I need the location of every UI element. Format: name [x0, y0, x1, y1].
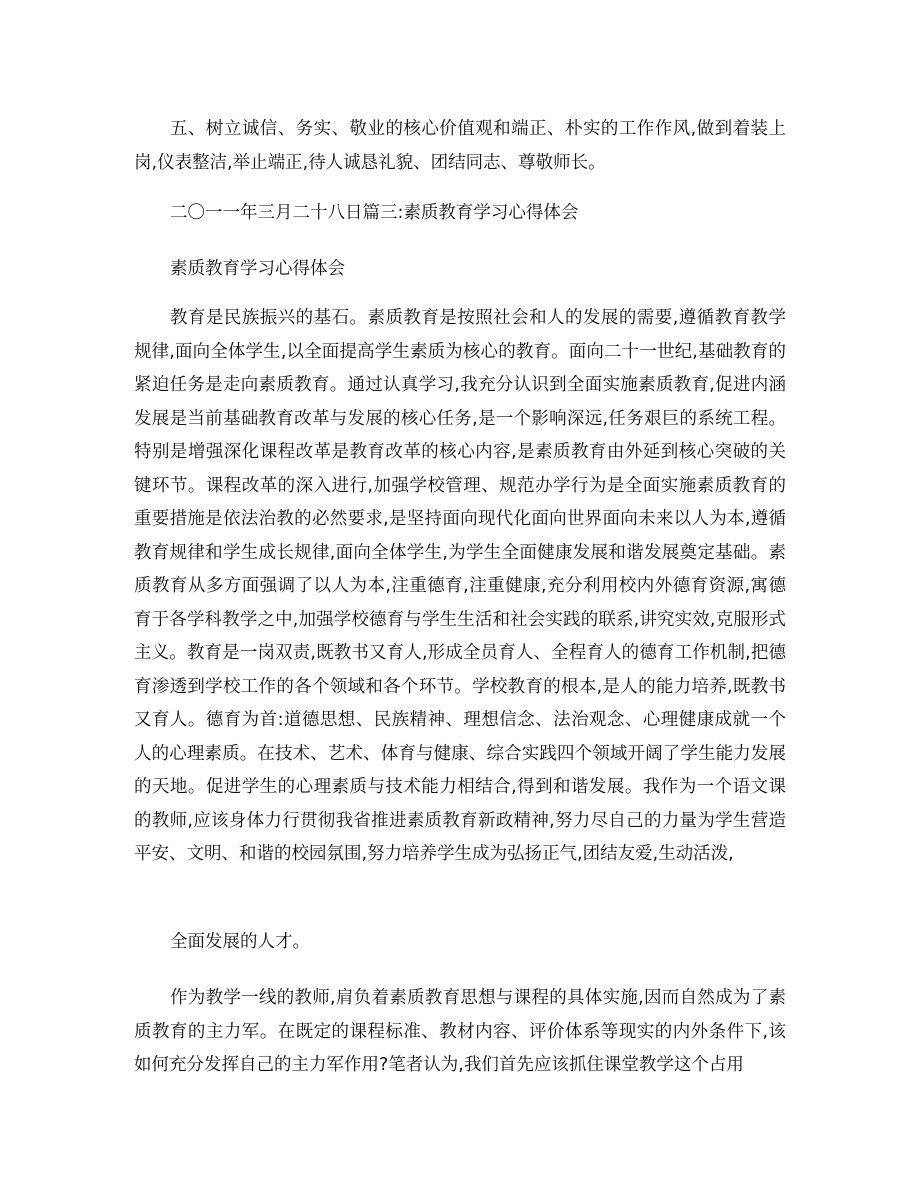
paragraph-principle-five: 五、树立诚信、务实、敬业的核心价值观和端正、朴实的工作作风,做到着装上岗,仪表整洁,举止端正,待人诚恳礼貌、团结同志、尊敬师长。: [134, 119, 786, 173]
section-title: 素质教育学习心得体会: [170, 259, 345, 279]
paragraph-body-main: 教育是民族振兴的基石。素质教育是按照社会和人的发展的需要,遵循教育教学规律,面向全体学生,以全面提高学生素质为核心的教育。面向二十一世纪,基础教育的紧迫任务是走向素质教育。通过认真学习,我充分认识到全面实施素质教育,促进内涵发展是当前基础教育改革与发展的核心任务,是一个影响深远,任务艰巨的系统工程。特别是增强深化课程改革是教育改革的核心内容,是素质教育由外延到核心突破的关键环节。课程改革的深入进行,加强学校管理、规范办学行为是全面实施素质教育的重要措施是依法治教的必然要求,是坚持面向现代化面向世界面向未来以人为本,遵循教育规律和学生成长规律,面向全体学生,为学生全面健康发展和谐发展奠定基础。素质教育从多方面强调了以人为本,注重德育,注重健康,充分利用校内外德育资源,寓德育于各学科教学之中,加强学校德育与学生生活和社会实践的联系,讲究实效,克服形式主义。教育是一岗双责,既教书又育人,形成全员育人、全程育人的德育工作机制,把德育渗透到学校工作的各个领域和各个环节。学校教育的根本,是人的能力培养,既教书又育人。德育为首:道德思想、民族精神、理想信念、法治观念、心理健康成就一个人的心理素质。在技术、艺术、体育与健康、综合实践四个领域开阔了学生能力发展的天地。促进学生的心理素质与技术能力相结合,得到和谐发展。我作为一个语文课的教师,应该身体力行贯彻我省推进素质教育新政精神,努力尽自己的力量为学生营造平安、文明、和谐的校园氛围,努力培养学生成为弘扬正气,团结友爱,生动活泼,: [134, 308, 786, 864]
paragraph-date-heading: 二〇一一年三月二十八日篇三:素质教育学习心得体会: [170, 203, 579, 223]
paragraph-teacher-role: 作为教学一线的教师,肩负着素质教育思想与课程的具体实施,因而自然成为了素质教育的主力军。在既定的课程标准、教材内容、评价体系等现实的内外条件下,该如何充分发挥自己的主力军作用?笔者认为,我们首先应该抓住课堂教学这个占用: [134, 988, 786, 1075]
paragraph-continuation: 全面发展的人才。: [170, 932, 310, 952]
